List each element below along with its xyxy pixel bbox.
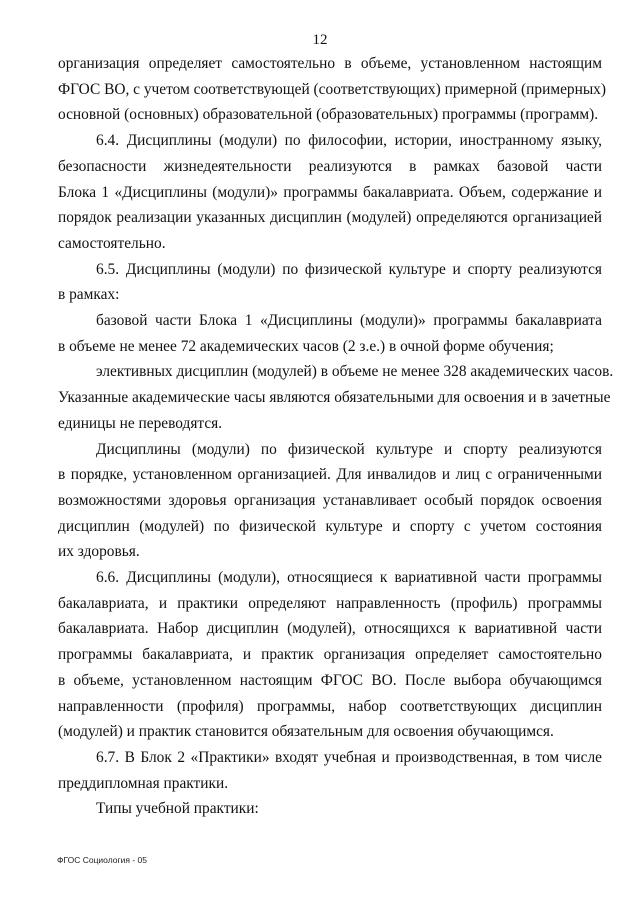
text-line: (модулей) и практик становится обязательным для освоения обучающимся. bbox=[58, 723, 554, 741]
text-line: 6.6. Дисциплины (модули), относящиеся к вариативной части программы bbox=[96, 569, 602, 587]
paragraph bbox=[58, 359, 614, 436]
footer-text: ФГОС Социология - 05 bbox=[57, 855, 147, 865]
text-line: направленности (профиля) программы, набор соответствующих дисциплин bbox=[58, 697, 602, 715]
paragraph bbox=[58, 437, 602, 566]
text-line: порядок реализации указанных дисциплин (модулей) определяются организацией bbox=[58, 209, 602, 227]
paragraph bbox=[58, 796, 602, 822]
text-line: в рамках: bbox=[58, 286, 120, 304]
text-line: в объеме не менее 72 академических часов (2 з.е.) в очной форме обучения; bbox=[58, 337, 554, 355]
text-line: Блока 1 «Дисциплины (модули)» программы бакалавриата. Объем, содержание и bbox=[58, 183, 602, 201]
text-line: элективных дисциплин (модулей) в объеме не менее 328 академических часов. bbox=[96, 363, 614, 381]
text-line: основной (основных) образовательной (образовательных) программы (программ). bbox=[58, 106, 599, 124]
text-line: 6.7. В Блок 2 «Практики» входят учебная и производственная, в том числе bbox=[96, 748, 602, 766]
page-number: 12 bbox=[312, 32, 328, 48]
paragraph bbox=[58, 51, 606, 128]
text-line: бакалавриата. Набор дисциплин (модулей), относящихся к вариативной части bbox=[58, 620, 602, 638]
text-line: возможностями здоровья организация устанавливает особый порядок освоения bbox=[58, 491, 602, 509]
text-line: Указанные академические часы являются обязательными для освоения и в зачетные bbox=[58, 389, 611, 407]
text-line: организация определяет самостоятельно в объеме, установленном настоящим bbox=[58, 55, 602, 72]
paragraph bbox=[58, 257, 602, 308]
paragraph bbox=[58, 308, 602, 359]
text-line: единицы не переводятся. bbox=[58, 414, 223, 432]
text-line: базовой части Блока 1 «Дисциплины (модули)» программы бакалавриата bbox=[96, 312, 602, 330]
paragraph bbox=[58, 565, 602, 745]
text-line: Типы учебной практики: bbox=[96, 800, 259, 818]
text-line: самостоятельно. bbox=[58, 234, 166, 252]
paragraph bbox=[58, 745, 602, 796]
text-line: 6.5. Дисциплины (модули) по физической культуре и спорту реализуются bbox=[96, 260, 602, 278]
document-body bbox=[58, 51, 614, 822]
text-line: программы бакалавриата, и практик организация определяет самостоятельно bbox=[58, 646, 602, 664]
text-line: дисциплин (модулей) по физической культуре и спорту с учетом состояния bbox=[58, 517, 602, 535]
text-line: ФГОС ВО, с учетом соответствующей (соответствующих) примерной (примерных) bbox=[58, 80, 606, 98]
text-line: 6.4. Дисциплины (модули) по философии, истории, иностранному языку, bbox=[96, 132, 602, 150]
text-line: преддипломная практики. bbox=[58, 774, 229, 792]
text-line: Дисциплины (модули) по физической культуре и спорту реализуются bbox=[96, 440, 602, 458]
text-line: их здоровья. bbox=[58, 543, 140, 561]
text-line: в объеме, установленном настоящим ФГОС ВО. После выбора обучающимся bbox=[58, 671, 602, 689]
text-line: бакалавриата, и практики определяют направленность (профиль) программы bbox=[58, 594, 602, 612]
paragraph bbox=[58, 128, 602, 257]
text-line: в порядке, установленном организацией. Для инвалидов и лиц с ограниченными bbox=[58, 466, 602, 484]
text-line: безопасности жизнедеятельности реализуются в рамках базовой части bbox=[58, 157, 602, 175]
